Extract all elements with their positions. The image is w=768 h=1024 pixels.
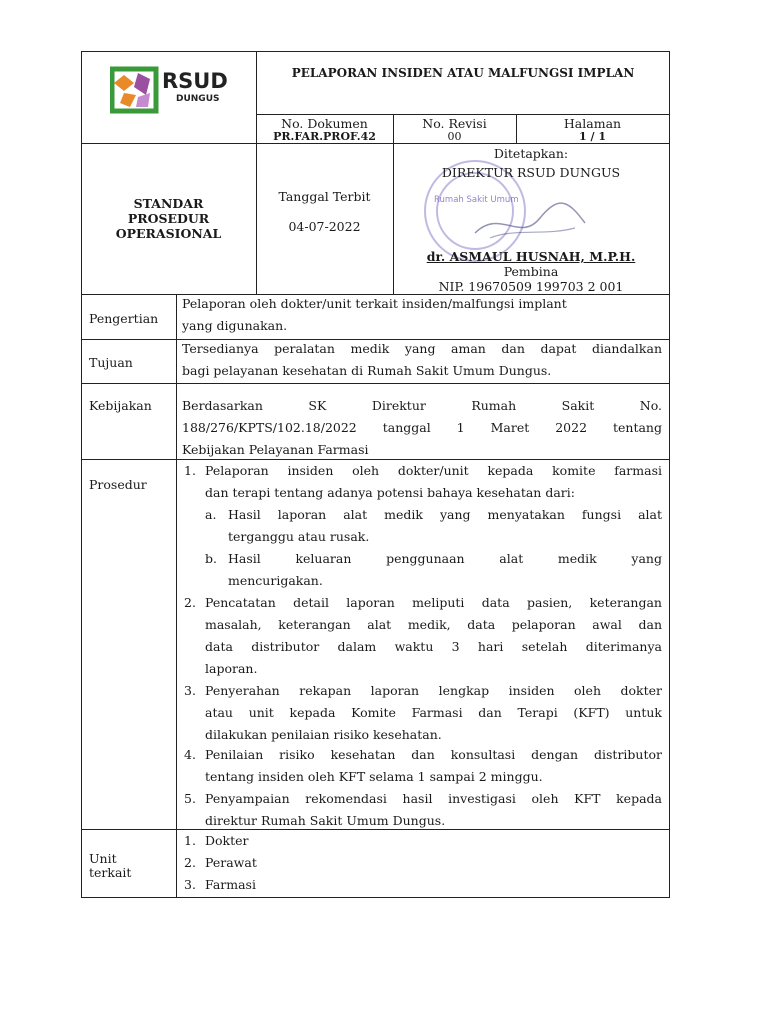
kebijakan-label: Kebijakan: [89, 398, 152, 413]
revision-label: No. Revisi: [422, 116, 487, 131]
prosedur-num-b: b.: [205, 551, 217, 566]
prosedur-num-5: 5.: [184, 791, 196, 806]
prosedur-a-line-1: Hasil laporan alat medik yang menyatakan fungsi alat: [228, 507, 662, 522]
prosedur-2-line-4: laporan.: [205, 661, 258, 676]
unit-num-1: 1.: [184, 833, 196, 848]
unit-item-3: Farmasi: [205, 877, 256, 892]
table-border-bottom: [81, 897, 670, 898]
issue-date-value: 04-07-2022: [288, 219, 361, 234]
prosedur-num-4: 4.: [184, 747, 196, 762]
issue-date-label: Tanggal Terbit: [278, 189, 371, 204]
prosedur-2-line-1: Pencatatan detail laporan meliputi data pasien, keterangan: [205, 595, 662, 610]
kebijakan-line-3: Kebijakan Pelayanan Farmasi: [182, 442, 369, 457]
prosedur-1-line-1: Pelaporan insiden oleh dokter/unit kepada komite farmasi: [205, 463, 662, 478]
unit-item-2: Perawat: [205, 855, 257, 870]
tujuan-line-2: bagi pelayanan kesehatan di Rumah Sakit Umum Dungus.: [182, 363, 552, 378]
kebijakan-line-1: Berdasarkan SK Direktur Rumah Sakit No.: [182, 398, 662, 413]
table-border-top: [81, 51, 670, 52]
pengertian-label: Pengertian: [89, 311, 159, 326]
hospital-logo: [110, 65, 240, 115]
tujuan-line-1: Tersedianya peralatan medik yang aman dan dapat diandalkan: [182, 341, 662, 356]
stamp-text: Rumah Sakit Umum: [434, 195, 519, 205]
body-vline: [176, 294, 177, 898]
prosedur-label: Prosedur: [89, 477, 147, 492]
doc-no-label: No. Dokumen: [281, 116, 368, 131]
kebijakan-line-2: 188/276/KPTS/102.18/2022 tanggal 1 Maret 2022 tentang: [182, 420, 662, 435]
signer-nip: NIP. 19670509 199703 2 001: [438, 279, 624, 294]
sop-title-line-2: PROSEDUR: [127, 211, 210, 226]
table-border-left: [81, 51, 82, 898]
prosedur-3-line-3: dilakukan penilaian risiko kesehatan.: [205, 727, 442, 742]
logo-text-sub: DUNGUS: [176, 94, 220, 104]
prosedur-num-1: 1.: [184, 463, 196, 478]
unit-num-2: 2.: [184, 855, 196, 870]
approver-title: DIREKTUR RSUD DUNGUS: [441, 165, 621, 180]
prosedur-1-line-2: dan terapi tentang adanya potensi bahaya kesehatan dari:: [205, 485, 575, 500]
signer-name: dr. ASMAUL HUSNAH, M.P.H.: [426, 249, 636, 264]
unit-num-3: 3.: [184, 877, 196, 892]
prosedur-b-line-1: Hasil keluaran penggunaan alat medik yang: [228, 551, 662, 566]
sop-title-line-3: OPERASIONAL: [115, 226, 222, 241]
unit-label-line-1: Unit: [89, 851, 117, 866]
table-border-right: [669, 51, 670, 898]
prosedur-num-3: 3.: [184, 683, 196, 698]
prosedur-5-line-2: direktur Rumah Sakit Umum Dungus.: [205, 813, 446, 828]
prosedur-a-line-2: terganggu atau rusak.: [228, 529, 370, 544]
header-vline-1: [256, 51, 257, 295]
prosedur-num-a: a.: [205, 507, 217, 522]
prosedur-b-line-2: mencurigakan.: [228, 573, 323, 588]
sop-title-line-1: STANDAR: [133, 196, 204, 211]
signature: [470, 198, 590, 248]
row-divider-2: [81, 383, 670, 384]
page-value: 1 / 1: [579, 130, 606, 143]
pengertian-line-2: yang digunakan.: [182, 318, 288, 333]
prosedur-4-line-2: tentang insiden oleh KFT selama 1 sampai 2 minggu.: [205, 769, 543, 784]
row-divider-4: [81, 829, 670, 830]
unit-item-1: Dokter: [205, 833, 249, 848]
prosedur-num-2: 2.: [184, 595, 196, 610]
prosedur-4-line-1: Penilaian risiko kesehatan dan konsultasi dengan distributor: [205, 747, 662, 762]
document-title: PELAPORAN INSIDEN ATAU MALFUNGSI IMPLAN: [291, 66, 635, 80]
prosedur-3-line-1: Penyerahan rekapan laporan lengkap insiden oleh dokter: [205, 683, 662, 698]
pengertian-line-1: Pelaporan oleh dokter/unit terkait insiden/malfungsi implant: [182, 296, 567, 311]
header-divider-2: [81, 143, 670, 144]
doc-no-value: PR.FAR.PROF.42: [273, 130, 376, 143]
prosedur-3-line-2: atau unit kepada Komite Farmasi dan Terapi (KFT) untuk: [205, 705, 662, 720]
tujuan-label: Tujuan: [89, 355, 133, 370]
page-label: Halaman: [563, 116, 622, 131]
unit-label-line-2: terkait: [89, 865, 132, 880]
approved-label: Ditetapkan:: [493, 146, 569, 161]
signer-rank: Pembina: [503, 264, 559, 279]
row-divider-3: [81, 459, 670, 460]
prosedur-2-line-3: data distributor dalam waktu 3 hari setelah diterimanya: [205, 639, 662, 654]
logo-text-main: RSUD: [162, 69, 228, 93]
header-divider-1: [256, 114, 670, 115]
prosedur-2-line-2: masalah, keterangan alat medik, data pelaporan awal dan: [205, 617, 662, 632]
revision-value: 00: [447, 130, 462, 143]
header-bottom: [81, 294, 670, 295]
row-divider-1: [81, 339, 670, 340]
prosedur-5-line-1: Penyampaian rekomendasi hasil investigasi oleh KFT kepada: [205, 791, 662, 806]
